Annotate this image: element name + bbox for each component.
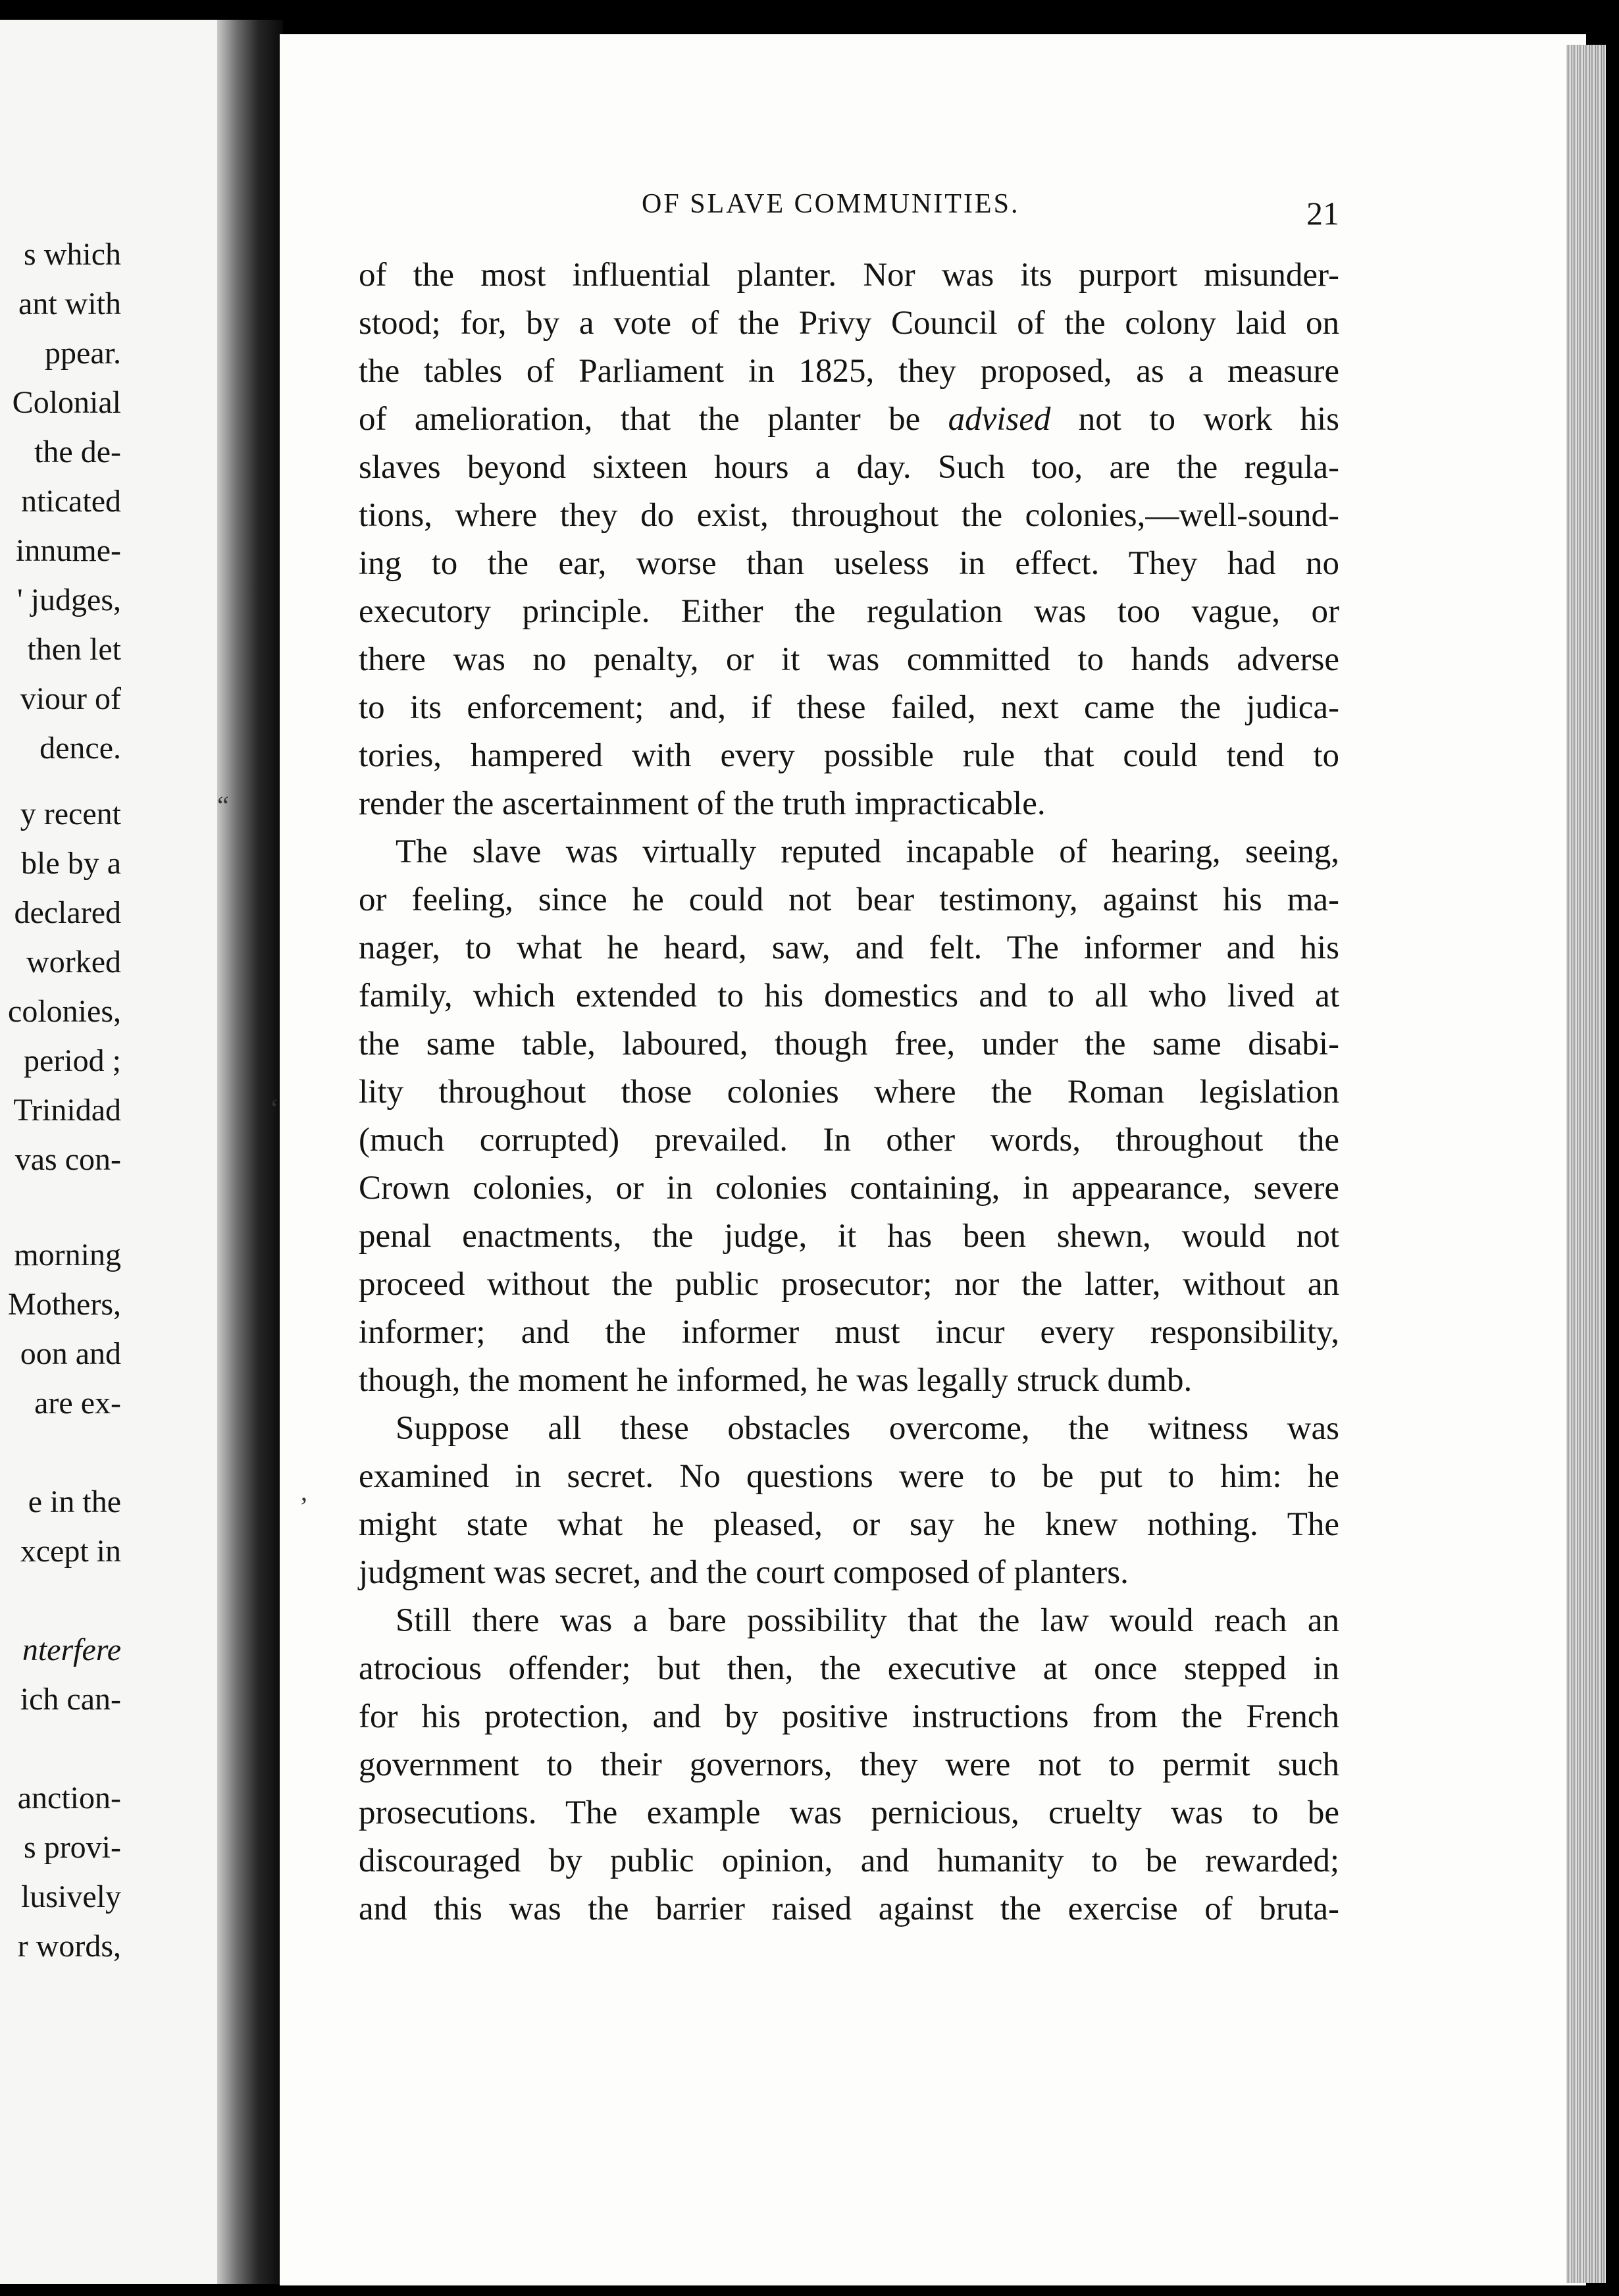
left-page-fragment: nterfere (22, 1632, 121, 1667)
text-line: for his protection, and by positive instructions from the French (359, 1698, 1339, 1735)
body-text (359, 251, 1339, 1933)
left-page-fragment: morning (14, 1238, 121, 1272)
left-page-fragment: declared (14, 895, 121, 930)
text-line: Crown colonies, or in colonies containing, in appearance, severe (359, 1170, 1339, 1207)
text-line: proceed without the public prosecutor; nor the latter, without an (359, 1266, 1339, 1303)
text-line: tories, hampered with every possible rule that could tend to (359, 737, 1339, 774)
margin-speck: ‘ (270, 1093, 279, 1123)
left-page-fragment: Mothers, (8, 1287, 121, 1322)
page-fore-edge (1566, 45, 1606, 2283)
text-line: the tables of Parliament in 1825, they proposed, as a measure (359, 353, 1339, 390)
text-line: there was no penalty, or it was committed to hands adverse (359, 641, 1339, 678)
margin-speck: “ (217, 791, 229, 820)
left-page-fragment: colonies, (8, 994, 121, 1029)
text-line: discouraged by public opinion, and humanity to be rewarded; (359, 1842, 1339, 1879)
text-line: to its enforcement; and, if these failed, next came the judica- (359, 689, 1339, 726)
text-line (359, 396, 1339, 444)
left-page-fragment: period ; (24, 1043, 121, 1078)
left-page-fragment: innume- (16, 533, 121, 568)
text-line: lity throughout those colonies where the Roman legislation (359, 1074, 1339, 1110)
text-line: and this was the barrier raised against the exercise of bruta- (359, 1891, 1339, 1927)
text-line: render the ascertainment of the truth impracticable. (359, 785, 1046, 822)
left-page-fragment: ant with (18, 286, 121, 321)
left-page-fragment: viour of (20, 681, 121, 716)
text-line: might state what he pleased, or say he knew nothing. The (359, 1506, 1339, 1543)
left-page-fragment: then let (27, 632, 121, 667)
left-page-fragment: dence. (39, 731, 121, 766)
left-page-fragment: Colonial (12, 385, 121, 420)
left-page-fragment: xcept in (20, 1534, 121, 1569)
text-line: The slave was virtually reputed incapable of hearing, seeing, (396, 833, 1339, 870)
left-page-fragment: s provi- (24, 1830, 121, 1865)
left-page-fragment: Trinidad (13, 1093, 121, 1128)
text-segment: of amelioration, that the planter be (359, 401, 921, 438)
left-page-fragment: vas con- (14, 1142, 121, 1177)
text-line: or feeling, since he could not bear testimony, against his ma- (359, 881, 1339, 918)
left-page-fragment: s which (24, 237, 121, 272)
text-line: prosecutions. The example was pernicious, cruelty was to be (359, 1794, 1339, 1831)
text-segment: not to work his (1078, 401, 1340, 438)
text-line: Suppose all these obstacles overcome, the witness was (396, 1410, 1339, 1447)
left-page-fragment: lusively (21, 1879, 121, 1914)
text-line: informer; and the informer must incur every responsibility, (359, 1314, 1339, 1351)
left-page-fragment: ble by a (21, 846, 121, 881)
text-line: government to their governors, they were not to permit such (359, 1746, 1339, 1783)
left-page-fragment: ppear. (45, 336, 121, 371)
italic-word: advised (948, 401, 1051, 438)
left-page-fragment: e in the (28, 1484, 121, 1519)
text-line: executory principle. Either the regulation was too vague, or (359, 593, 1339, 630)
text-line: the same table, laboured, though free, under the same disabi- (359, 1026, 1339, 1062)
text-line: Still there was a bare possibility that the law would reach an (396, 1602, 1339, 1639)
text-line: judgment was secret, and the court composed of planters. (359, 1554, 1129, 1591)
left-page (0, 20, 237, 2284)
left-page-fragment: ' judges, (17, 583, 121, 617)
text-line: family, which extended to his domestics and to all who lived at (359, 978, 1339, 1014)
text-line: examined in secret. No questions were to be put to him: he (359, 1458, 1339, 1495)
margin-speck: ’ (299, 1492, 309, 1521)
running-title: OF SLAVE COMMUNITIES. (642, 189, 1020, 219)
left-page-fragment: nticated (21, 484, 121, 519)
text-line: atrocious offender; but then, the executive at once stepped in (359, 1650, 1339, 1687)
text-line: stood; for, by a vote of the Privy Council of the colony laid on (359, 305, 1339, 342)
book-gutter-shadow (217, 20, 283, 2284)
left-page-fragment: oon and (20, 1336, 121, 1371)
left-page-fragment: ich can- (20, 1682, 121, 1717)
text-line: penal enactments, the judge, it has been shewn, would not (359, 1218, 1339, 1255)
left-page-fragment: y recent (20, 796, 121, 831)
page-number: 21 (1306, 195, 1339, 232)
text-line: (much corrupted) prevailed. In other words, throughout the (359, 1122, 1339, 1159)
left-page-fragment: r words, (17, 1929, 121, 1964)
left-page-fragment: worked (26, 945, 121, 979)
left-page-fragment: the de- (34, 434, 121, 469)
text-line: slaves beyond sixteen hours a day. Such too, are the regula- (359, 449, 1339, 486)
text-line: tions, where they do exist, throughout the colonies,—well-sound- (359, 497, 1339, 534)
left-page-fragment: anction- (17, 1781, 121, 1815)
text-line: of the most influential planter. Nor was its purport misunder- (359, 257, 1339, 294)
text-line: nager, to what he heard, saw, and felt. The informer and his (359, 929, 1339, 966)
text-line: though, the moment he informed, he was legally struck dumb. (359, 1362, 1193, 1399)
text-line: ing to the ear, worse than useless in effect. They had no (359, 545, 1339, 582)
left-page-fragment: are ex- (34, 1386, 121, 1421)
